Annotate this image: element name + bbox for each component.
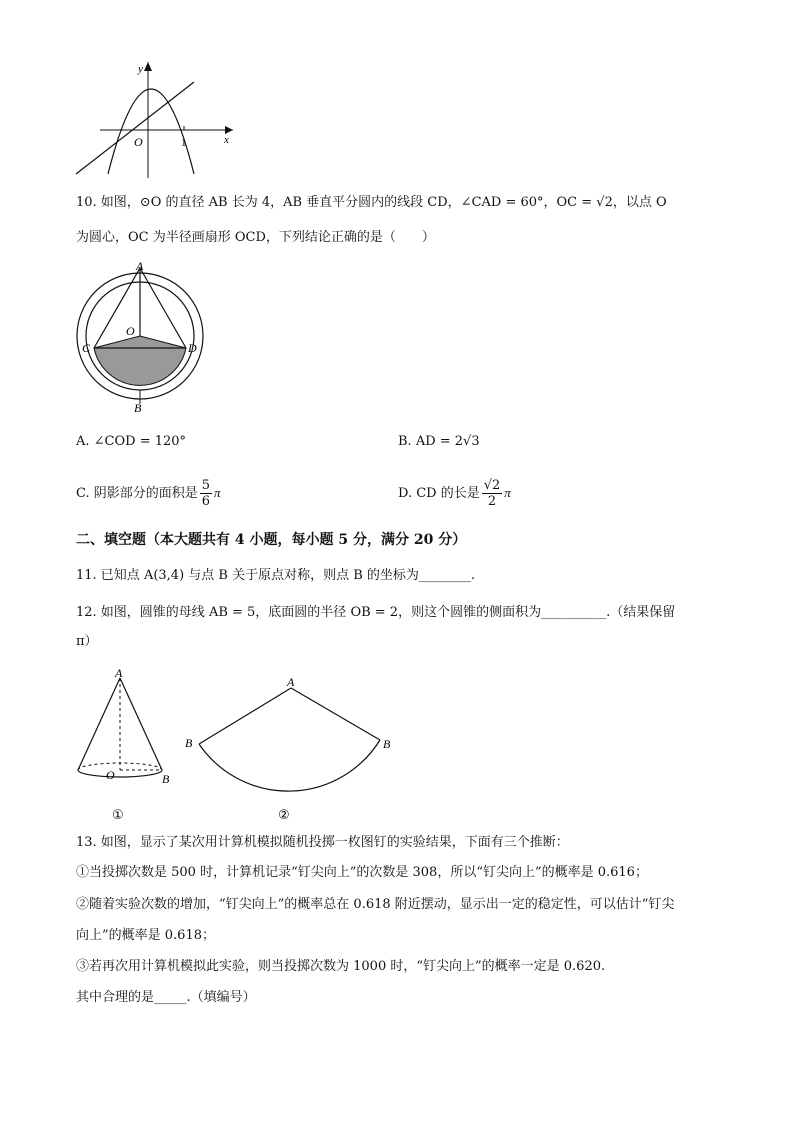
cone-right-slant	[120, 678, 162, 770]
q13-line6: 其中合理的是_____.（填编号）	[76, 990, 256, 1005]
q10-option-b: B. AD = 2√3	[398, 434, 480, 449]
q10-option-d-numerator: √2	[483, 478, 501, 493]
sector-point-B-left-label: B	[185, 736, 193, 750]
q13-line3: ②随着实验次数的增加，“钉尖向上”的概率总在 0.618 附近摆动，显示出一定的稳定性，可以估计“钉尖	[76, 897, 675, 912]
q12-line2: π）	[76, 634, 98, 649]
q9-figure	[68, 56, 238, 180]
figure-1-caption: ①	[112, 808, 124, 823]
q10-option-c-suffix: π	[214, 485, 221, 500]
point-C-label: C	[82, 341, 91, 355]
q10-option-d-denominator: 2	[487, 494, 497, 509]
q12-cone-figure	[70, 664, 180, 824]
y-axis-arrow	[144, 62, 152, 71]
point-B-label: B	[134, 401, 142, 415]
cone-base-front	[78, 770, 162, 777]
q13-line1: 13. 如图，显示了某次用计算机模拟随机投掷一枚图钉的实验结果，下面有三个推断：	[76, 835, 569, 850]
q10-option-c	[76, 478, 221, 509]
sector-point-A-label: A	[287, 675, 295, 689]
q11-text: 11. 已知点 A(3,4) 与点 B 关于原点对称，则点 B 的坐标为________.	[76, 568, 476, 583]
figure-2-caption: ②	[278, 808, 290, 823]
q10-line1: 10. 如图，⊙O 的直径 AB 长为 4，AB 垂直平分圆内的线段 CD，∠CAD = 60°，OC = √2，以点 O	[76, 195, 667, 210]
q10-figure	[74, 258, 214, 416]
q13-line5: ③若再次用计算机模拟此实验，则当投掷次数为 1000 时，“钉尖向上”的概率一定是 0.620.	[76, 959, 606, 974]
q10-option-c-numerator: 5	[201, 478, 211, 493]
q12-sector-figure	[180, 670, 400, 825]
q10-option-a: A. ∠COD = 120°	[76, 434, 187, 449]
x-axis-label: x	[224, 134, 229, 146]
segment-AD	[140, 268, 186, 348]
q10-option-d-suffix: π	[504, 485, 511, 500]
q10-option-c-denominator: 6	[201, 494, 211, 509]
sector-right-radius	[291, 688, 380, 740]
q10-option-d-prefix: D. CD 的长是	[398, 486, 480, 501]
q10-line2: 为圆心，OC 为半径画扇形 OCD，下列结论正确的是（ ）	[76, 230, 435, 245]
parabola-curve	[108, 89, 194, 174]
x-axis-arrow	[225, 126, 233, 134]
point-A-label: A	[136, 259, 144, 273]
y-axis-label: y	[138, 63, 143, 75]
tick-label-1: 1	[181, 137, 187, 149]
cone-point-A-label: A	[115, 666, 123, 680]
point-D-label: D	[188, 341, 197, 355]
shaded-sector	[94, 336, 186, 385]
straight-line	[76, 82, 194, 174]
point-O-label: O	[126, 324, 135, 338]
cone-point-O-label: O	[106, 768, 115, 782]
q13-line4: 向上”的概率是 0.618；	[76, 928, 215, 943]
q12-line1: 12. 如图，圆锥的母线 AB = 5，底面圆的半径 OB = 2，则这个圆锥的侧面积为__________.（结果保留	[76, 605, 676, 620]
q10-option-c-prefix: C. 阴影部分的面积是	[76, 486, 198, 501]
q10-option-d	[398, 478, 511, 509]
cone-point-B-label: B	[162, 772, 170, 786]
q10-option-d-fraction	[482, 478, 503, 509]
sector-point-B-right-label: B	[383, 737, 391, 751]
section-title: 二、填空题（本大题共有 4 小题，每小题 5 分，满分 20 分）	[76, 532, 467, 548]
sector-arc	[199, 740, 380, 791]
origin-label: O	[134, 135, 143, 149]
q10-option-c-fraction	[200, 478, 212, 509]
q13-line2: ①当投掷次数是 500 时，计算机记录“钉尖向上”的次数是 308，所以“钉尖向上”的概率是 0.616；	[76, 865, 648, 880]
sector-left-radius	[199, 688, 291, 744]
cone-left-slant	[78, 678, 120, 770]
